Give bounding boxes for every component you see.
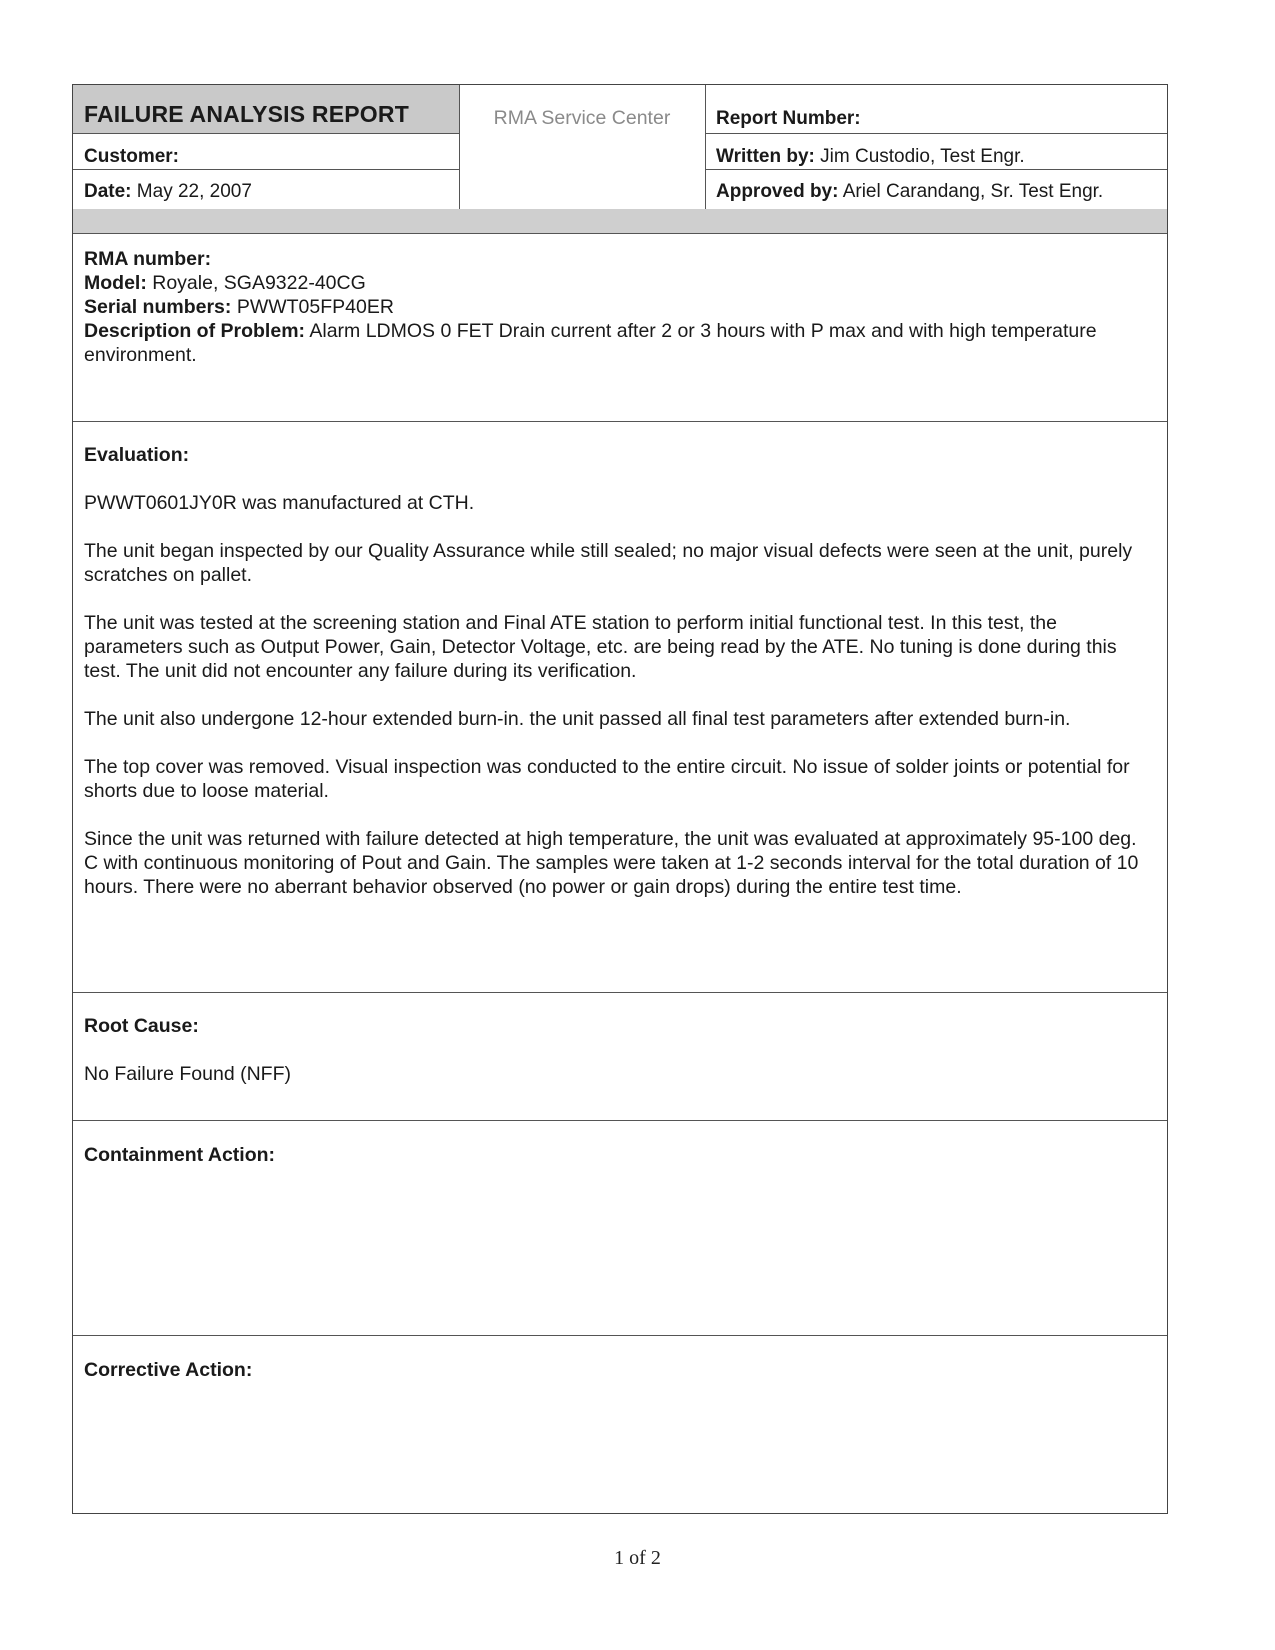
written-by-value: Jim Custodio, Test Engr. — [820, 146, 1025, 167]
section-rule — [73, 421, 1167, 422]
evaluation-paragraph: The top cover was removed. Visual inspection was conducted to the entire circuit. No issue of solder joints or potential for shorts due to loose material. — [84, 756, 1130, 802]
header-rule — [73, 133, 459, 134]
root-cause-value: No Failure Found (NFF) — [84, 1063, 291, 1085]
problem-label: Description of Problem: — [84, 320, 306, 342]
written-by-label: Written by: — [716, 146, 815, 167]
evaluation-section — [84, 443, 1155, 899]
header-divider-left — [459, 85, 460, 209]
model-value: Royale, SGA9322-40CG — [152, 272, 366, 294]
evaluation-paragraph: Since the unit was returned with failure detected at high temperature, the unit was evaluated at approximately 95-100 deg. C with continuous monitoring of Pout and Gain. The samples were taken at 1-2 seconds interval for the total duration of 10 hours. There were no aberrant behavior observed (no power or gain drops) during the entire test time. — [84, 828, 1139, 898]
rma-service-center-label: RMA Service Center — [493, 107, 671, 129]
approved-by-label: Approved by: — [716, 181, 839, 202]
report-number-label: Report Number: — [716, 108, 861, 129]
date-label: Date: — [84, 181, 132, 202]
evaluation-label: Evaluation: — [84, 444, 190, 466]
header-rule — [705, 169, 1167, 170]
header-rule — [705, 133, 1167, 134]
serial-value: PWWT05FP40ER — [236, 296, 394, 318]
date-field — [84, 181, 252, 203]
model-label: Model: — [84, 272, 147, 294]
header-rule — [73, 233, 1167, 234]
corrective-action-section — [84, 1358, 1155, 1382]
evaluation-paragraph: The unit began inspected by our Quality Assurance while still sealed; no major visual defects were seen at the unit, purely scratches on pallet. — [84, 540, 1133, 586]
date-value: May 22, 2007 — [136, 181, 252, 202]
approved-by-value: Ariel Carandang, Sr. Test Engr. — [842, 181, 1104, 202]
containment-action-section — [84, 1143, 1155, 1167]
root-cause-label: Root Cause: — [84, 1015, 199, 1037]
root-cause-section — [84, 1014, 1155, 1086]
unit-info-section — [84, 247, 1155, 367]
header-divider-right — [705, 85, 706, 209]
containment-action-label: Containment Action: — [84, 1144, 276, 1166]
problem-value: Alarm LDMOS 0 FET Drain current after 2 or 3 hours with P max and with high temperature environment. — [84, 320, 1097, 366]
approved-by-field — [716, 181, 1103, 203]
report-title: FAILURE ANALYSIS REPORT — [73, 85, 459, 133]
rma-number-label: RMA number: — [84, 248, 212, 270]
corrective-action-label: Corrective Action: — [84, 1359, 253, 1381]
header-rule — [73, 169, 459, 170]
page-number: 1 of 2 — [614, 1547, 661, 1569]
section-rule — [73, 1335, 1167, 1336]
section-rule — [73, 992, 1167, 993]
report-number-field — [716, 108, 861, 130]
written-by-field — [716, 146, 1025, 168]
customer-field — [84, 146, 179, 168]
serial-label: Serial numbers: — [84, 296, 232, 318]
evaluation-paragraph: PWWT0601JY0R was manufactured at CTH. — [84, 492, 475, 514]
evaluation-paragraph: The unit also undergone 12-hour extended burn-in. the unit passed all final test parameters after extended burn-in. — [84, 708, 1071, 730]
report-form — [72, 84, 1168, 1514]
section-rule — [73, 1120, 1167, 1121]
customer-label: Customer: — [84, 146, 180, 167]
separator-band — [73, 209, 1167, 233]
evaluation-paragraph: The unit was tested at the screening station and Final ATE station to perform initial functional test. In this test, the parameters such as Output Power, Gain, Detector Voltage, etc. are being read by the ATE. No tuning is done during this test. The unit did not encounter any failure during its verification. — [84, 612, 1117, 682]
